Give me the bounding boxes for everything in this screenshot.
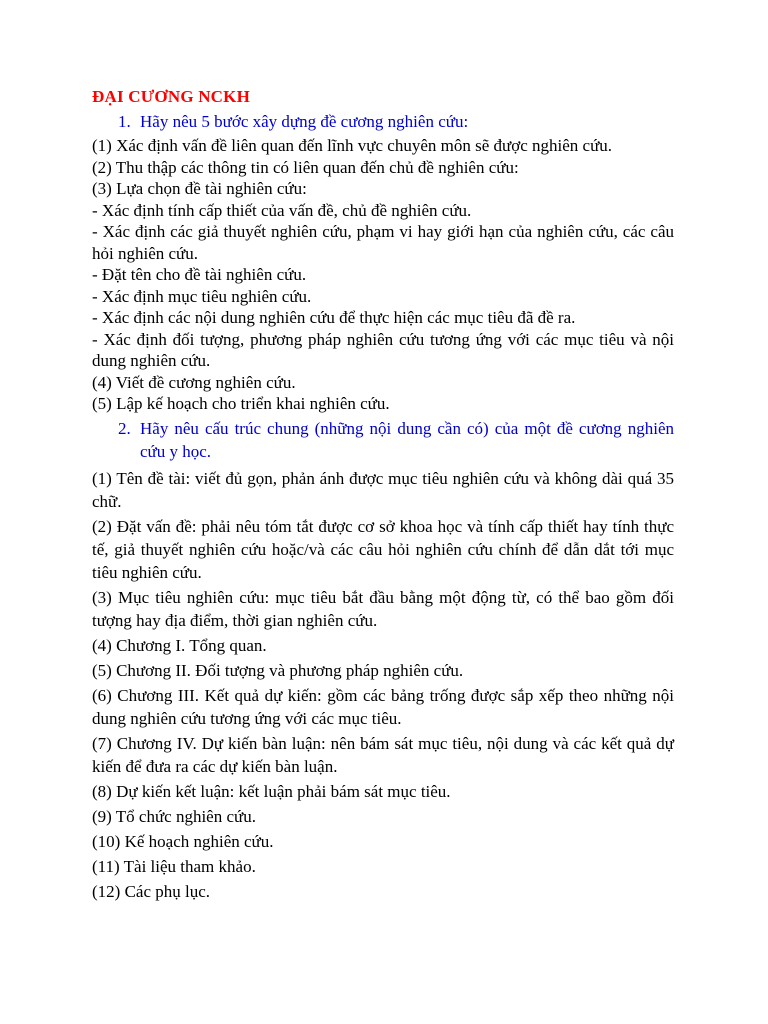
list-item: (5) Lập kế hoạch cho triển khai nghiên cứu. bbox=[92, 394, 390, 413]
list-item: (1) Xác định vấn đề liên quan đến lĩnh vực chuyên môn sẽ được nghiên cứu. bbox=[92, 136, 613, 155]
question-text: Hãy nêu 5 bước xây dựng đề cương nghiên cứu: bbox=[140, 112, 469, 131]
list-item: (7) Chương IV. Dự kiến bàn luận: nên bám sát mục tiêu, nội dung và các kết quả dự kiến để đưa ra các dự kiến bàn luận. bbox=[92, 733, 674, 776]
list-item: (2) Đặt vấn đề: phải nêu tóm tắt được cơ sở khoa học và tính cấp thiết hay tính thực tế, giả thuyết nghiên cứu hoặc/và các câu hỏi nghiên cứu chính để dẫn dắt tới mục tiêu nghiên cứu. bbox=[92, 516, 674, 582]
steps-list bbox=[92, 135, 674, 415]
list-item: (5) Chương II. Đối tượng và phương pháp nghiên cứu. bbox=[92, 660, 464, 680]
document-title: ĐẠI CƯƠNG NCKH bbox=[92, 87, 250, 106]
list-item: (8) Dự kiến kết luận: kết luận phải bám sát mục tiêu. bbox=[92, 781, 451, 801]
list-item: (9) Tổ chức nghiên cứu. bbox=[92, 806, 256, 826]
list-item: (6) Chương III. Kết quả dự kiến: gồm các bảng trống được sắp xếp theo những nội dung nghiên cứu tương ứng với các mục tiêu. bbox=[92, 685, 674, 728]
list-item: - Xác định các nội dung nghiên cứu để thực hiện các mục tiêu đã đề ra. bbox=[92, 308, 576, 327]
list-item: - Xác định mục tiêu nghiên cứu. bbox=[92, 286, 312, 306]
list-item: (4) Viết đề cương nghiên cứu. bbox=[92, 372, 296, 392]
section-2 bbox=[92, 417, 674, 903]
section-1 bbox=[92, 110, 674, 415]
list-item: (3) Lựa chọn đề tài nghiên cứu: bbox=[92, 179, 307, 198]
list-item: - Xác định đối tượng, phương pháp nghiên cứu tương ứng với các mục tiêu và nội dung nghiên cứu. bbox=[92, 329, 674, 370]
list-item: - Đặt tên cho đề tài nghiên cứu. bbox=[92, 265, 307, 284]
structure-list bbox=[92, 467, 674, 903]
list-item: (2) Thu thập các thông tin có liên quan đến chủ đề nghiên cứu: bbox=[92, 157, 519, 177]
question-text: Hãy nêu cấu trúc chung (những nội dung cần có) của một đề cương nghiên cứu y học. bbox=[140, 418, 674, 461]
list-item: - Xác định các giả thuyết nghiên cứu, phạm vi hay giới hạn của nghiên cứu, các câu hỏi nghiên cứu. bbox=[92, 222, 674, 263]
question-number: 1. bbox=[118, 112, 131, 131]
list-item: (10) Kế hoạch nghiên cứu. bbox=[92, 831, 274, 851]
question-heading-2 bbox=[92, 417, 674, 465]
list-item: (4) Chương I. Tổng quan. bbox=[92, 635, 267, 655]
document-page bbox=[92, 86, 674, 905]
question-heading-1 bbox=[92, 110, 674, 135]
list-item: (1) Tên đề tài: viết đủ gọn, phản ánh được mục tiêu nghiên cứu và không dài quá 35 chữ. bbox=[92, 468, 674, 511]
list-item: (12) Các phụ lục. bbox=[92, 881, 211, 901]
question-number: 2. bbox=[118, 418, 131, 438]
list-item: - Xác định tính cấp thiết của vấn đề, chủ đề nghiên cứu. bbox=[92, 200, 472, 220]
list-item: (3) Mục tiêu nghiên cứu: mục tiêu bắt đầu bằng một động từ, có thể bao gồm đối tượng hay địa điểm, thời gian nghiên cứu. bbox=[92, 587, 674, 630]
list-item: (11) Tài liệu tham khảo. bbox=[92, 856, 256, 876]
